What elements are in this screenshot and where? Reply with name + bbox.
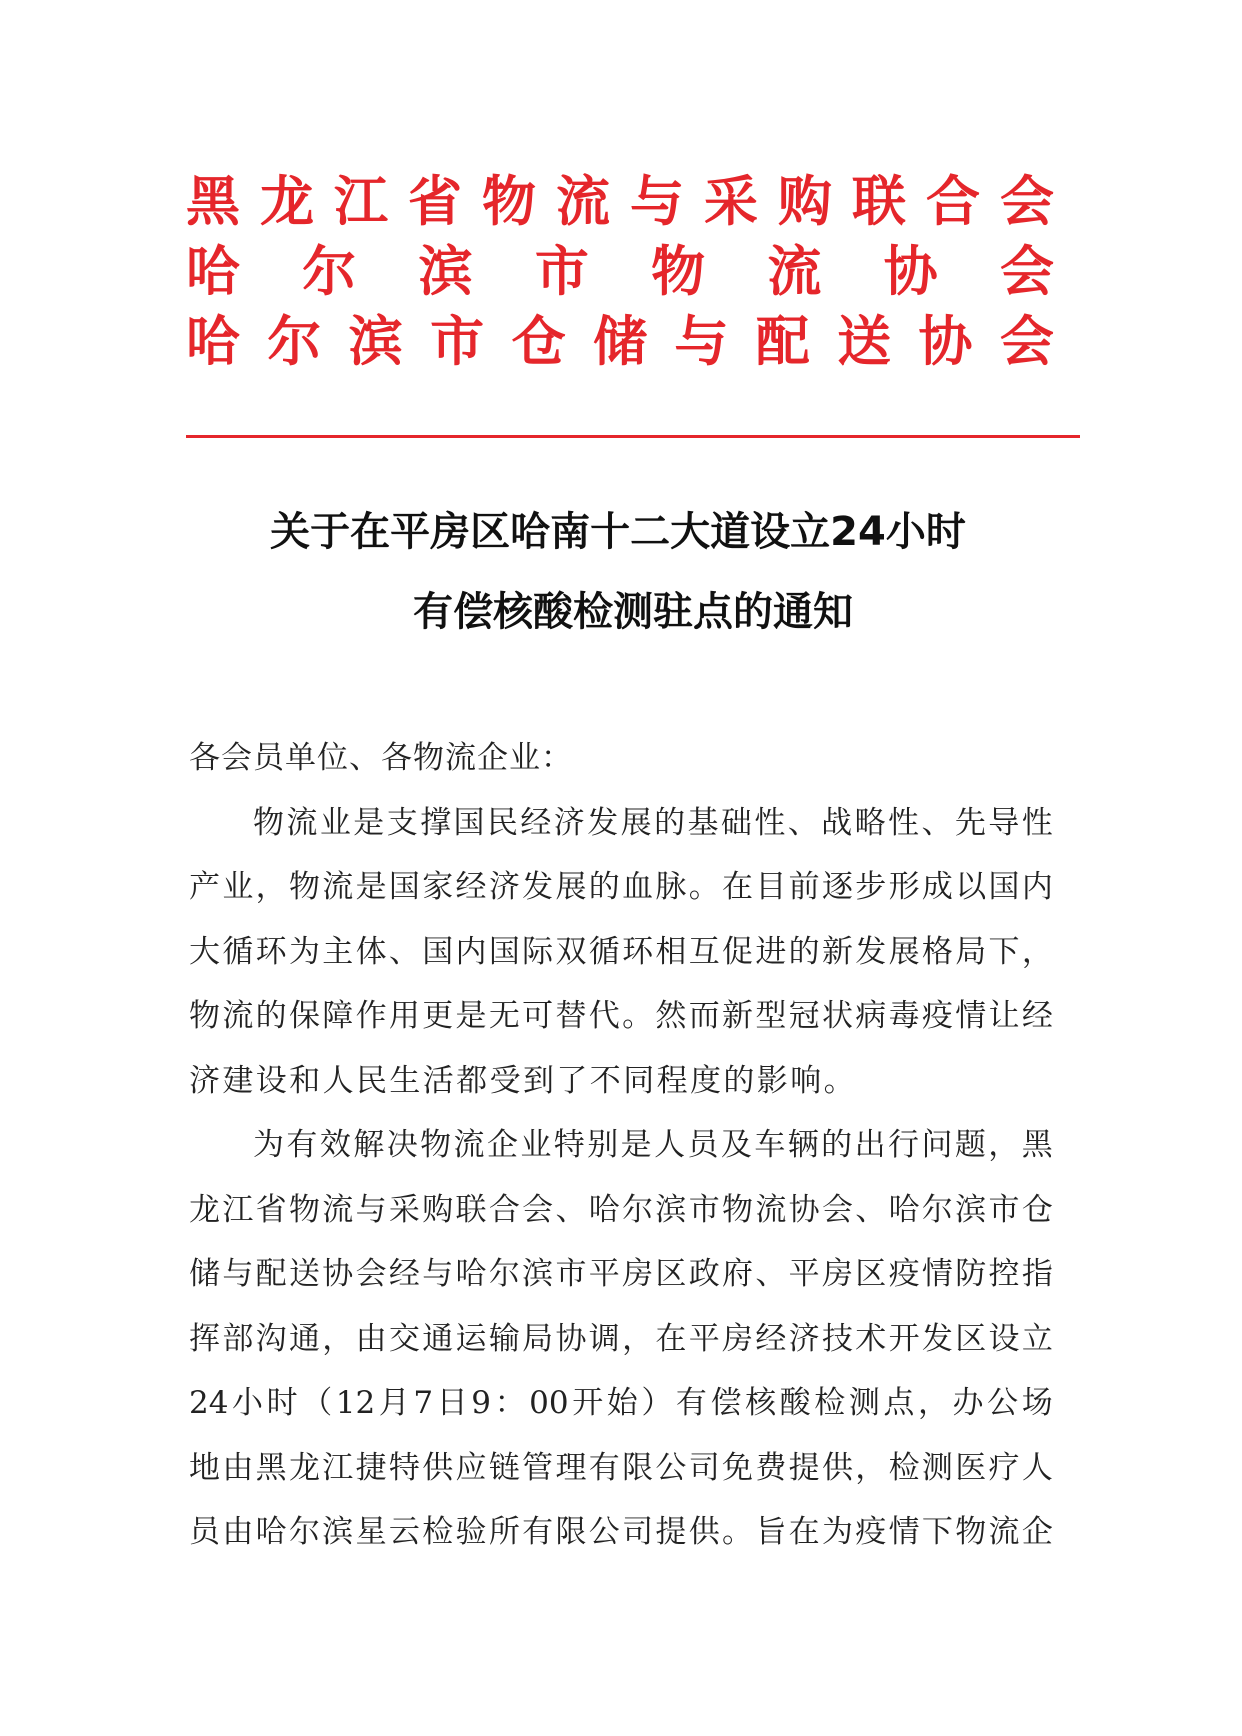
paragraph-line: 挥 部 沟 通 ， 由 交 通 运 输 局 协 调 ， 在 平 房 经 济 技 术 开 发 区 设 立 — [189, 1320, 1053, 1357]
title-line-2: 有偿核酸检测驻点的通知 — [413, 589, 853, 635]
org-line-2: 哈 尔 滨 市 物 流 协 会 — [186, 239, 1054, 303]
document-body — [189, 726, 1053, 1565]
paragraph-line: 大 循 环 为 主 体 、 国 内 国 际 双 循 环 相 互 促 进 的 新 发 展 格 局 下 ， — [189, 933, 1053, 970]
salutation: 各会员单位、各物流企业： — [189, 740, 573, 776]
letterhead-organizations — [186, 166, 1054, 376]
red-divider-line — [186, 435, 1080, 438]
paragraph-line: 员 由 哈 尔 滨 星 云 检 验 所 有 限 公 司 提 供 。 旨 在 为 疫 情 下 物 流 企 — [189, 1514, 1053, 1550]
paragraph-1 — [189, 791, 1053, 1114]
paragraph-line: 济建设和人民生活都受到了不同程度的影响。 — [189, 1062, 857, 1099]
paragraph-line: 地 由 黑 龙 江 捷 特 供 应 链 管 理 有 限 公 司 免 费 提 供 ， 检 测 医 疗 人 — [189, 1449, 1053, 1486]
title-line-1: 关于在平房区哈南十二大道设立24小时 — [270, 509, 966, 555]
paragraph-line: 物 流 业 是 支 撑 国 民 经 济 发 展 的 基 础 性 、 战 略 性 、 先 导 性 — [253, 804, 1053, 841]
paragraph-line: 物 流 的 保 障 作 用 更 是 无 可 替 代 。 然 而 新 型 冠 状 病 毒 疫 情 让 经 — [189, 998, 1053, 1034]
paragraph-line: 24 小 时 （ 12 月 7 日 9 ： 00 开 始 ） 有 偿 核 酸 检 测 点 ， 办 公 场 — [189, 1385, 1053, 1421]
paragraph-2 — [189, 1113, 1053, 1565]
paragraph-line: 储 与 配 送 协 会 经 与 哈 尔 滨 市 平 房 区 政 府 、 平 房 区 疫 情 防 控 指 — [189, 1256, 1053, 1292]
document-title — [186, 492, 1080, 652]
org-line-3: 哈 尔 滨 市 仓 储 与 配 送 协 会 — [186, 309, 1054, 373]
paragraph-line: 龙 江 省 物 流 与 采 购 联 合 会 、 哈 尔 滨 市 物 流 协 会 、 哈 尔 滨 市 仓 — [189, 1191, 1053, 1228]
paragraph-line: 为 有 效 解 决 物 流 企 业 特 别 是 人 员 及 车 辆 的 出 行 问 题 ， 黑 — [253, 1127, 1053, 1163]
paragraph-line: 产 业 ， 物 流 是 国 家 经 济 发 展 的 血 脉 。 在 目 前 逐 步 形 成 以 国 内 — [189, 869, 1053, 905]
org-line-1: 黑 龙 江 省 物 流 与 采 购 联 合 会 — [186, 169, 1054, 233]
